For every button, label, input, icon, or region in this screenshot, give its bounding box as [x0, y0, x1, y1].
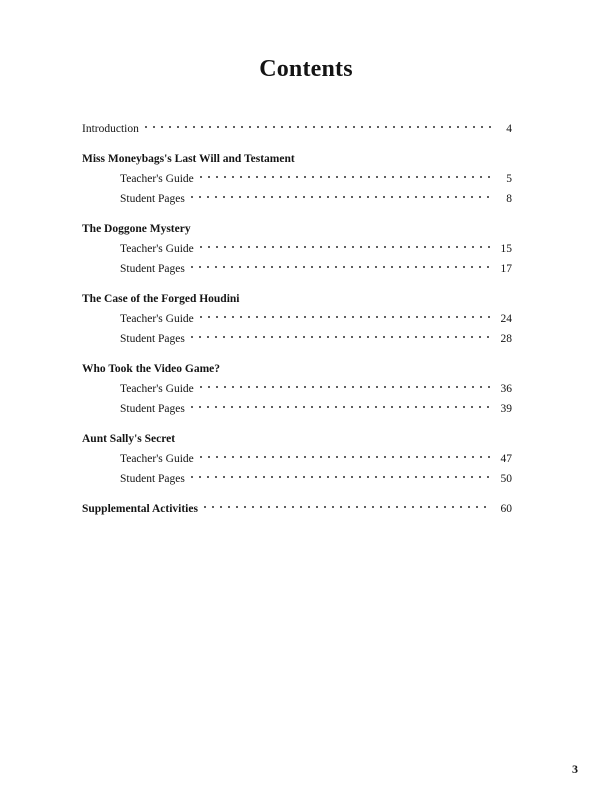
toc-entry-teachers-guide [82, 236, 512, 256]
dot-leader [188, 471, 492, 483]
section-heading: Aunt Sally's Secret [82, 433, 176, 445]
toc-entry-label: Teacher's Guide [120, 173, 194, 185]
dot-leader [197, 381, 492, 393]
table-of-contents [82, 116, 512, 516]
toc-entry-student-pages [82, 186, 512, 206]
dot-leader [142, 121, 492, 133]
section-heading: The Case of the Forged Houdini [82, 293, 240, 305]
dot-leader [197, 311, 492, 323]
toc-entry-label: Student Pages [120, 403, 185, 415]
toc-entry-label: Teacher's Guide [120, 313, 194, 325]
toc-page-number: 8 [506, 193, 512, 205]
toc-entry-label: Teacher's Guide [120, 453, 194, 465]
toc-page-number: 4 [506, 123, 512, 135]
dot-leader [197, 451, 492, 463]
toc-entry-teachers-guide [82, 166, 512, 186]
toc-entry-introduction [82, 116, 512, 136]
toc-entry-student-pages [82, 396, 512, 416]
toc-entry-label: Student Pages [120, 263, 185, 275]
toc-entry-label: Teacher's Guide [120, 243, 194, 255]
toc-entry-supplemental-activities [82, 496, 512, 516]
toc-page-number: 24 [500, 313, 512, 325]
toc-entry-label: Student Pages [120, 473, 185, 485]
dot-leader [188, 261, 492, 273]
toc-entry-student-pages [82, 466, 512, 486]
toc-page-number: 5 [506, 173, 512, 185]
dot-leader [188, 331, 492, 343]
dot-leader [188, 191, 492, 203]
toc-entry-student-pages [82, 256, 512, 276]
toc-entry-label: Teacher's Guide [120, 383, 194, 395]
page-title: Contents [259, 56, 353, 82]
toc-page-number: 36 [500, 383, 512, 395]
dot-leader [201, 501, 492, 513]
toc-entry-label: Supplemental Activities [82, 503, 198, 515]
toc-page-number: 39 [500, 403, 512, 415]
section-heading: The Doggone Mystery [82, 223, 191, 235]
toc-entry-teachers-guide [82, 376, 512, 396]
toc-entry-teachers-guide [82, 306, 512, 326]
toc-page-number: 17 [500, 263, 512, 275]
section-heading: Miss Moneybags's Last Will and Testament [82, 153, 295, 165]
toc-page-number: 47 [500, 453, 512, 465]
dot-leader [188, 401, 492, 413]
toc-page-number: 15 [500, 243, 512, 255]
toc-entry-student-pages [82, 326, 512, 346]
toc-entry-label: Student Pages [120, 333, 185, 345]
dot-leader [197, 171, 492, 183]
toc-entry-label: Introduction [82, 123, 139, 135]
section-heading: Who Took the Video Game? [82, 363, 221, 375]
dot-leader [197, 241, 492, 253]
toc-entry-label: Student Pages [120, 193, 185, 205]
toc-page-number: 60 [500, 503, 512, 515]
page-number: 3 [572, 762, 578, 776]
toc-entry-teachers-guide [82, 446, 512, 466]
toc-page-number: 50 [500, 473, 512, 485]
toc-page-number: 28 [500, 333, 512, 345]
